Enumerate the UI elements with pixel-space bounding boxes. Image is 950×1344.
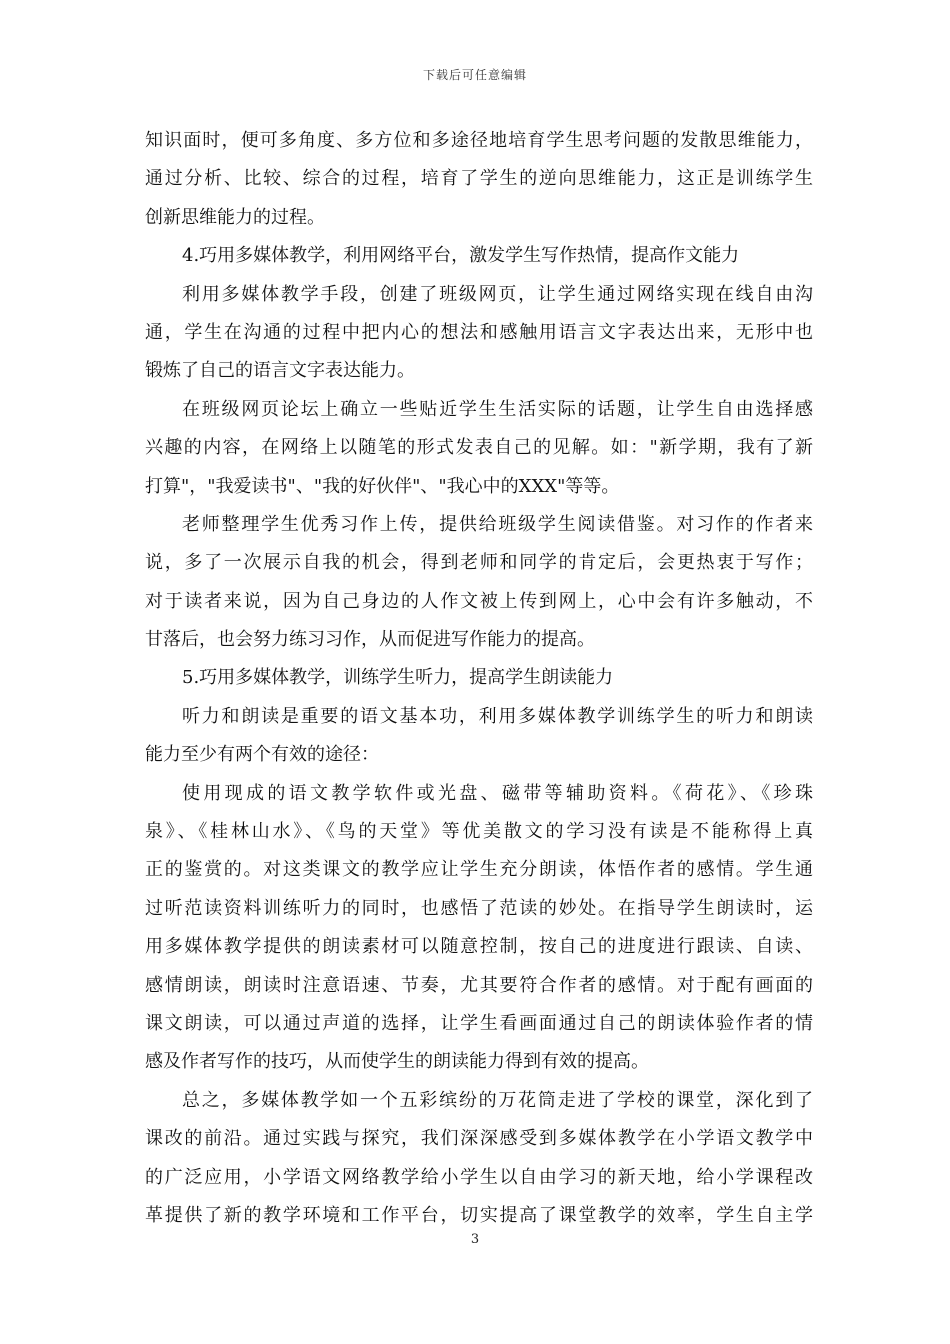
text-line: 在班级网页论坛上确立一些贴近学生生活实际的话题，让学生自由选择感: [182, 398, 813, 420]
text-line: 用多媒体教学提供的朗读素材可以随意控制，按自己的进度进行跟读、自读、: [145, 936, 813, 958]
page-number: 3: [470, 1232, 480, 1247]
text-line: 使用现成的语文教学软件或光盘、磁带等辅助资料。《荷花》、《珍珠: [182, 782, 813, 804]
text-line: 甘落后，也会努力练习习作，从而促进写作能力的提高。: [145, 629, 595, 651]
text-line: 锻炼了自己的语言文字表达能力。: [145, 360, 415, 382]
text-line: 通过分析、比较、综合的过程，培育了学生的逆向思维能力，这正是训练学生: [145, 168, 813, 190]
text-line: 过听范读资料训练听力的同时，也感悟了范读的妙处。在指导学生朗读时，运: [145, 897, 813, 919]
text-line: 泉》、《桂林山水》、《鸟的天堂》等优美散文的学习没有读是不能称得上真: [145, 821, 813, 843]
text-line: 通，学生在沟通的过程中把内心的想法和感触用语言文字表达出来，无形中也: [145, 321, 813, 343]
section-heading: 4.巧用多媒体教学，利用网络平台，激发学生写作热情，提高作文能力: [182, 245, 740, 267]
text-line: 打算"，"我爱读书"、"我的好伙伴"、"我心中的XXX"等等。: [145, 475, 620, 497]
section-heading: 5.巧用多媒体教学，训练学生听力，提高学生朗读能力: [182, 667, 614, 689]
text-line: 课改的前沿。通过实践与探究，我们深深感受到多媒体教学在小学语文教学中: [145, 1128, 813, 1150]
text-line: 革提供了新的教学环境和工作平台，切实提高了课堂教学的效率，学生自主学: [145, 1204, 813, 1226]
text-line: 对于读者来说，因为自己身边的人作文被上传到网上，心中会有许多触动，不: [145, 590, 813, 612]
text-line: 能力至少有两个有效的途径：: [145, 744, 379, 766]
text-line: 的广泛应用，小学语文网络教学给小学生以自由学习的新天地，给小学课程改: [145, 1166, 813, 1188]
text-line: 创新思维能力的过程。: [145, 206, 325, 228]
text-line: 总之，多媒体教学如一个五彩缤纷的万花筒走进了学校的课堂，深化到了: [182, 1089, 813, 1111]
page-header: 下载后可任意编辑: [422, 68, 527, 82]
text-line: 感情朗读，朗读时注意语速、节奏，尤其要符合作者的感情。对于配有画面的: [145, 974, 813, 996]
text-line: 课文朗读，可以通过声道的选择，让学生看画面通过自己的朗读体验作者的情: [145, 1012, 813, 1034]
text-line: 兴趣的内容，在网络上以随笔的形式发表自己的见解。如："新学期，我有了新: [145, 437, 813, 459]
text-line: 老师整理学生优秀习作上传，提供给班级学生阅读借鉴。对习作的作者来: [182, 513, 813, 535]
text-line: 说，多了一次展示自我的机会，得到老师和同学的肯定后，会更热衷于写作；: [145, 552, 813, 574]
document-body: [145, 122, 813, 1235]
text-line: 听力和朗读是重要的语文基本功，利用多媒体教学训练学生的听力和朗读: [182, 705, 813, 727]
text-line: 知识面时，便可多角度、多方位和多途径地培育学生思考问题的发散思维能力，: [145, 130, 813, 151]
text-line: 正的鉴赏的。对这类课文的教学应让学生充分朗读，体悟作者的感情。学生通: [145, 859, 813, 881]
text-line: 利用多媒体教学手段，创建了班级网页，让学生通过网络实现在线自由沟: [182, 283, 813, 305]
text-line: 感及作者写作的技巧，从而使学生的朗读能力得到有效的提高。: [145, 1051, 649, 1073]
